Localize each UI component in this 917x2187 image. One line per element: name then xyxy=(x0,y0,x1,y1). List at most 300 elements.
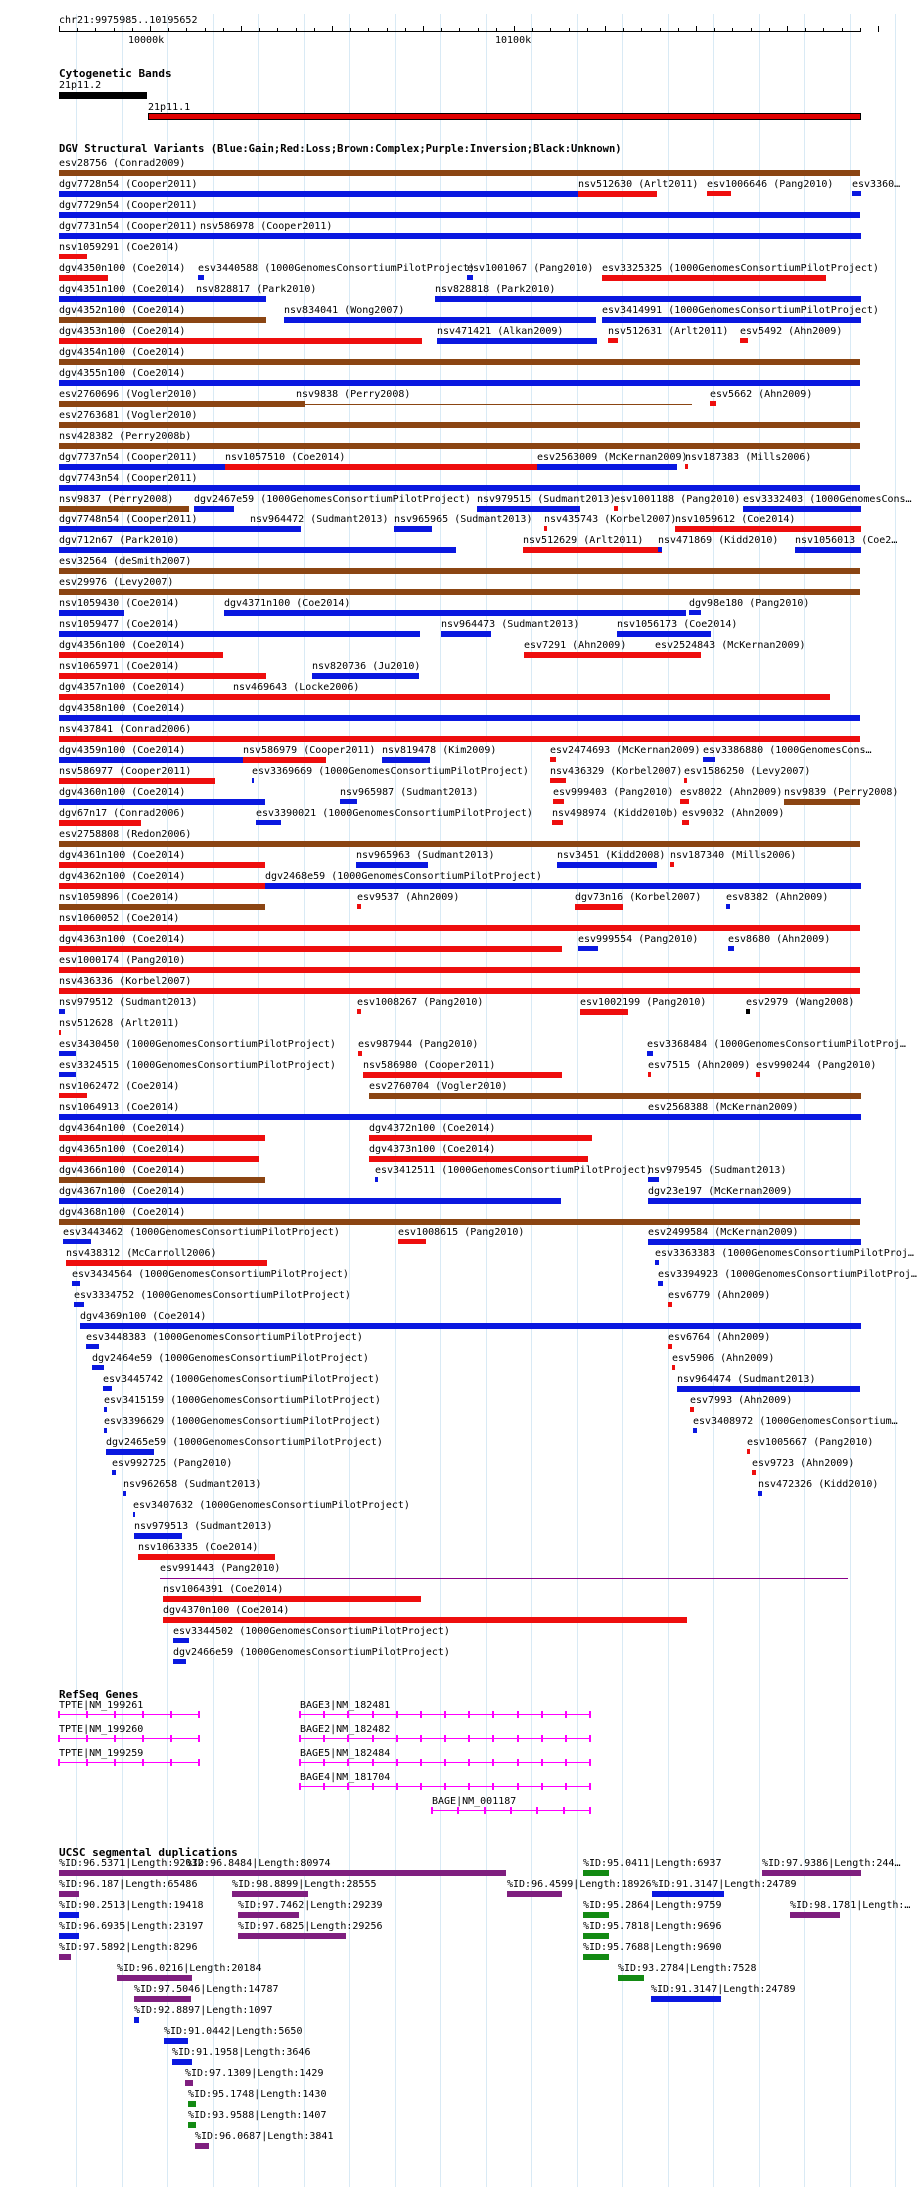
dgv-feature[interactable] xyxy=(59,946,562,952)
gene-exon xyxy=(563,1807,565,1814)
dgv-feature[interactable] xyxy=(670,862,674,867)
dgv-feature[interactable] xyxy=(746,1009,750,1014)
gene-exon xyxy=(198,1711,200,1718)
dgv-feature[interactable] xyxy=(752,1470,756,1475)
dgv-feature-label: esv3334752 (1000GenomesConsortiumPilotProject) xyxy=(74,1290,351,1301)
dgv-feature[interactable] xyxy=(398,1239,426,1244)
dgv-feature[interactable] xyxy=(726,904,730,909)
dgv-feature-label: esv1005667 (Pang2010) xyxy=(747,1437,874,1448)
segdup-feature[interactable] xyxy=(134,1996,191,2002)
dgv-feature[interactable] xyxy=(134,1533,182,1539)
dgv-feature[interactable] xyxy=(580,1009,628,1015)
gridline xyxy=(759,14,760,2187)
dgv-feature[interactable] xyxy=(658,547,662,552)
segdup-label: %ID:96.4599|Length:18926 xyxy=(507,1879,652,1890)
dgv-feature[interactable] xyxy=(59,631,420,637)
dgv-feature[interactable] xyxy=(59,862,265,868)
dgv-feature[interactable] xyxy=(550,757,556,762)
ruler-tick xyxy=(95,28,96,31)
dgv-feature[interactable] xyxy=(59,380,860,386)
dgv-feature-label: nsv1056013 (Coe2… xyxy=(795,535,898,546)
dgv-feature-label: esv3414991 (1000GenomesConsortiumPilotProject) xyxy=(602,305,879,316)
ruler-tick xyxy=(205,28,206,31)
dgv-feature-label: nsv1060052 (Coe2014) xyxy=(59,913,180,924)
dgv-feature-label: esv5906 (Ahn2009) xyxy=(672,1353,775,1364)
gene-exon xyxy=(510,1807,512,1814)
gene-label: BAGE4|NM_181704 xyxy=(300,1772,391,1783)
segdup-label: %ID:95.1748|Length:1430 xyxy=(188,2089,327,2100)
segdup-feature[interactable] xyxy=(164,2038,188,2044)
dgv-feature-label: dgv4359n100 (Coe2014) xyxy=(59,745,186,756)
dgv-feature[interactable] xyxy=(655,652,662,657)
segdup-label: %ID:91.3147|Length:24789 xyxy=(652,1879,797,1890)
dgv-feature[interactable] xyxy=(59,715,860,721)
dgv-feature[interactable] xyxy=(680,799,689,804)
dgv-feature[interactable] xyxy=(92,1365,104,1370)
dgv-feature[interactable] xyxy=(59,485,860,491)
segdup-feature[interactable] xyxy=(790,1912,840,1918)
dgv-feature[interactable] xyxy=(59,778,215,784)
dgv-feature-label: nsv469643 (Locke2006) xyxy=(233,682,360,693)
dgv-feature-label: esv8680 (Ahn2009) xyxy=(728,934,831,945)
track-title-dgv: DGV Structural Variants (Blue:Gain;Red:Loss;Brown:Complex;Purple:Inversion;Black:Unknown) xyxy=(59,143,622,155)
dgv-feature[interactable] xyxy=(59,547,456,553)
dgv-feature[interactable] xyxy=(795,547,861,553)
dgv-feature[interactable] xyxy=(59,191,578,197)
dgv-feature[interactable] xyxy=(59,212,860,218)
dgv-feature[interactable] xyxy=(296,404,692,405)
dgv-feature[interactable] xyxy=(707,191,731,196)
gene-exon xyxy=(517,1783,519,1790)
dgv-feature[interactable] xyxy=(740,338,748,343)
dgv-feature[interactable] xyxy=(59,568,860,574)
segdup-feature[interactable] xyxy=(59,1933,79,1939)
dgv-feature[interactable] xyxy=(668,1344,672,1349)
dgv-feature[interactable] xyxy=(675,526,861,532)
dgv-feature[interactable] xyxy=(710,401,716,406)
ruler-tick xyxy=(168,28,169,31)
segdup-feature[interactable] xyxy=(232,1891,308,1897)
dgv-feature[interactable] xyxy=(59,1177,265,1183)
segdup-feature[interactable] xyxy=(172,2059,192,2065)
dgv-feature-label: dgv7731n54 (Cooper2011) xyxy=(59,221,198,232)
dgv-feature[interactable] xyxy=(668,1302,672,1307)
dgv-feature[interactable] xyxy=(104,1428,107,1433)
dgv-feature-label: nsv979512 (Sudmant2013) xyxy=(59,997,198,1008)
dgv-feature[interactable] xyxy=(59,296,266,302)
gene-exon xyxy=(299,1759,301,1766)
dgv-feature-label: esv3415159 (1000GenomesConsortiumPilotProject) xyxy=(104,1395,381,1406)
segdup-feature[interactable] xyxy=(117,1975,192,1981)
dgv-feature-label: dgv4352n100 (Coe2014) xyxy=(59,305,186,316)
dgv-feature[interactable] xyxy=(233,694,830,700)
dgv-feature-label: esv3363383 (1000GenomesConsortiumPilotProj… xyxy=(655,1248,914,1259)
cytoband-21p11.1[interactable] xyxy=(148,113,861,120)
dgv-feature[interactable] xyxy=(133,1512,135,1517)
segdup-feature[interactable] xyxy=(59,1870,186,1876)
dgv-feature[interactable] xyxy=(608,338,618,343)
dgv-feature[interactable] xyxy=(59,799,265,805)
dgv-feature[interactable] xyxy=(369,1135,592,1141)
dgv-feature[interactable] xyxy=(658,1281,663,1286)
segdup-feature[interactable] xyxy=(238,1933,346,1939)
segdup-feature[interactable] xyxy=(652,1891,724,1897)
dgv-feature-label: esv3369669 (1000GenomesConsortiumPilotProject) xyxy=(252,766,529,777)
dgv-feature[interactable] xyxy=(138,1554,275,1560)
gene-exon xyxy=(299,1735,301,1742)
ruler-tick xyxy=(660,28,661,31)
dgv-feature[interactable] xyxy=(358,1051,362,1056)
segdup-label: %ID:96.0687|Length:3841 xyxy=(195,2131,334,2142)
ruler-tick xyxy=(223,28,224,31)
ruler-tick xyxy=(678,28,679,31)
dgv-feature[interactable] xyxy=(357,904,361,909)
dgv-feature-label: esv2760704 (Vogler2010) xyxy=(369,1081,508,1092)
dgv-feature[interactable] xyxy=(59,526,260,532)
dgv-feature-label: nsv435743 (Korbel2007) xyxy=(544,514,677,525)
dgv-feature[interactable] xyxy=(544,526,547,531)
dgv-feature[interactable] xyxy=(59,254,87,259)
dgv-feature[interactable] xyxy=(80,1323,861,1329)
dgv-feature[interactable] xyxy=(194,506,234,512)
gene-exon xyxy=(142,1759,144,1766)
ruler-tick xyxy=(132,28,133,31)
ruler-tick xyxy=(405,28,406,31)
gene-exon xyxy=(468,1735,470,1742)
dgv-feature[interactable] xyxy=(243,757,326,763)
dgv-feature[interactable] xyxy=(59,338,422,344)
segdup-feature[interactable] xyxy=(59,1954,71,1960)
dgv-feature[interactable] xyxy=(59,904,265,910)
dgv-feature[interactable] xyxy=(435,296,861,302)
gene-exon xyxy=(589,1759,591,1766)
dgv-feature-label: dgv4372n100 (Coe2014) xyxy=(369,1123,496,1134)
cytoband-label: 21p11.2 xyxy=(59,80,102,91)
dgv-feature-label: nsv3451 (Kidd2008) xyxy=(557,850,666,861)
dgv-feature-label: dgv4350n100 (Coe2014) xyxy=(59,263,186,274)
dgv-feature[interactable] xyxy=(59,1072,76,1077)
gene-exon xyxy=(347,1783,349,1790)
dgv-feature[interactable] xyxy=(523,547,662,553)
dgv-feature[interactable] xyxy=(550,778,566,783)
segdup-feature[interactable] xyxy=(188,2122,196,2128)
dgv-feature[interactable] xyxy=(477,506,580,512)
gene-exon xyxy=(198,1759,200,1766)
dgv-feature[interactable] xyxy=(648,1114,861,1120)
dgv-feature[interactable] xyxy=(224,610,686,616)
dgv-feature[interactable] xyxy=(602,317,861,323)
dgv-feature[interactable] xyxy=(756,1072,760,1077)
dgv-feature[interactable] xyxy=(369,1156,588,1162)
dgv-feature[interactable] xyxy=(59,170,860,176)
gene-model[interactable] xyxy=(59,1738,199,1739)
dgv-feature[interactable] xyxy=(394,526,432,532)
gene-exon xyxy=(372,1735,374,1742)
dgv-feature[interactable] xyxy=(684,778,687,783)
gene-model[interactable] xyxy=(59,1762,199,1763)
gene-label: BAGE3|NM_182481 xyxy=(300,1700,391,1711)
dgv-feature-label: dgv4363n100 (Coe2014) xyxy=(59,934,186,945)
dgv-feature[interactable] xyxy=(59,988,860,994)
dgv-feature[interactable] xyxy=(59,401,305,407)
dgv-feature-label: dgv4367n100 (Coe2014) xyxy=(59,1186,186,1197)
dgv-feature[interactable] xyxy=(284,317,596,323)
dgv-feature[interactable] xyxy=(648,1198,861,1204)
dgv-feature[interactable] xyxy=(852,191,861,196)
dgv-feature-label: esv991443 (Pang2010) xyxy=(160,1563,281,1574)
segdup-label: %ID:93.2784|Length:7528 xyxy=(618,1963,757,1974)
dgv-feature[interactable] xyxy=(59,359,860,365)
gene-exon xyxy=(457,1807,459,1814)
cytoband-21p11.2[interactable] xyxy=(59,92,147,99)
dgv-feature-label: dgv7728n54 (Cooper2011) xyxy=(59,179,198,190)
segdup-feature[interactable] xyxy=(583,1954,609,1960)
dgv-feature[interactable] xyxy=(59,610,124,616)
dgv-feature[interactable] xyxy=(375,1177,378,1182)
dgv-feature[interactable] xyxy=(112,1470,116,1475)
dgv-feature[interactable] xyxy=(312,673,419,679)
dgv-feature-label: esv3440588 (1000GenomesConsortiumPilotProject) xyxy=(198,263,475,274)
dgv-feature[interactable] xyxy=(537,464,677,470)
ruler-tick xyxy=(332,26,333,32)
dgv-feature[interactable] xyxy=(59,757,270,763)
segdup-label: %ID:95.7818|Length:9696 xyxy=(583,1921,722,1932)
segdup-label: %ID:98.1781|Length:… xyxy=(790,1900,911,1911)
dgv-feature[interactable] xyxy=(647,1051,653,1056)
dgv-feature[interactable] xyxy=(59,1051,76,1056)
dgv-feature[interactable] xyxy=(703,757,715,762)
gene-model[interactable] xyxy=(59,1714,199,1715)
dgv-feature[interactable] xyxy=(602,275,826,281)
ruler-tick xyxy=(550,28,551,31)
dgv-feature[interactable] xyxy=(467,275,473,280)
dgv-feature-label: nsv436336 (Korbel2007) xyxy=(59,976,192,987)
ruler-tick xyxy=(587,28,588,31)
ruler-tick xyxy=(423,26,424,32)
dgv-feature[interactable] xyxy=(59,1093,87,1098)
dgv-feature[interactable] xyxy=(66,1260,267,1266)
dgv-feature-label: dgv2467e59 (1000GenomesConsortiumPilotProject) xyxy=(194,494,471,505)
dgv-feature[interactable] xyxy=(59,925,860,931)
gene-exon xyxy=(396,1783,398,1790)
segdup-feature[interactable] xyxy=(134,2017,139,2023)
segdup-label: %ID:97.7462|Length:29239 xyxy=(238,1900,383,1911)
dgv-feature[interactable] xyxy=(59,1219,860,1225)
dgv-feature[interactable] xyxy=(689,610,701,615)
dgv-feature[interactable] xyxy=(59,967,860,973)
dgv-feature[interactable] xyxy=(59,443,860,449)
gene-exon xyxy=(444,1759,446,1766)
dgv-feature[interactable] xyxy=(59,422,860,428)
ruler-tick xyxy=(751,28,752,31)
dgv-feature[interactable] xyxy=(200,233,861,239)
dgv-feature-label: nsv1059477 (Coe2014) xyxy=(59,619,180,630)
dgv-feature[interactable] xyxy=(106,1449,154,1455)
dgv-feature[interactable] xyxy=(173,1659,186,1664)
segdup-feature[interactable] xyxy=(583,1870,609,1876)
dgv-feature[interactable] xyxy=(59,883,265,889)
dgv-feature-label: esv6764 (Ahn2009) xyxy=(668,1332,771,1343)
dgv-feature-label: dgv4362n100 (Coe2014) xyxy=(59,871,186,882)
dgv-feature[interactable] xyxy=(103,1386,112,1391)
dgv-feature[interactable] xyxy=(59,820,141,826)
dgv-feature[interactable] xyxy=(72,1281,80,1286)
dgv-feature[interactable] xyxy=(693,1428,697,1433)
gene-exon xyxy=(170,1759,172,1766)
dgv-feature[interactable] xyxy=(59,841,860,847)
gene-exon xyxy=(372,1759,374,1766)
dgv-feature[interactable] xyxy=(123,1491,126,1496)
dgv-feature[interactable] xyxy=(86,1344,99,1349)
dgv-feature[interactable] xyxy=(198,275,204,280)
gene-exon xyxy=(517,1711,519,1718)
segdup-feature[interactable] xyxy=(762,1870,861,1876)
ruler-tick xyxy=(532,28,533,31)
ruler-tick xyxy=(805,28,806,31)
dgv-feature[interactable] xyxy=(575,904,623,910)
segdup-feature[interactable] xyxy=(583,1933,609,1939)
dgv-feature[interactable] xyxy=(250,526,301,532)
dgv-feature[interactable] xyxy=(685,464,688,469)
dgv-feature[interactable] xyxy=(225,464,537,470)
ruler-tick xyxy=(787,26,788,32)
dgv-feature[interactable] xyxy=(357,1009,361,1014)
ruler-tick xyxy=(314,28,315,31)
dgv-feature-label: dgv4360n100 (Coe2014) xyxy=(59,787,186,798)
ruler-tick xyxy=(259,28,260,31)
segdup-label: %ID:97.5046|Length:14787 xyxy=(134,1984,279,1995)
dgv-feature[interactable] xyxy=(59,1030,61,1035)
dgv-feature-label: nsv472326 (Kidd2010) xyxy=(758,1479,879,1490)
segdup-feature[interactable] xyxy=(186,1870,506,1876)
dgv-feature-label: esv3332403 (1000GenomesCons… xyxy=(743,494,912,505)
dgv-feature-label: esv29976 (Levy2007) xyxy=(59,577,174,588)
dgv-feature[interactable] xyxy=(648,1239,861,1245)
dgv-feature-label: nsv9839 (Perry2008) xyxy=(784,787,899,798)
dgv-feature[interactable] xyxy=(743,506,861,512)
dgv-feature[interactable] xyxy=(173,1638,189,1643)
dgv-feature-label: nsv1064391 (Coe2014) xyxy=(163,1584,284,1595)
dgv-feature[interactable] xyxy=(160,1578,848,1579)
dgv-feature-label: esv987944 (Pang2010) xyxy=(358,1039,479,1050)
dgv-feature[interactable] xyxy=(74,1302,84,1307)
dgv-feature[interactable] xyxy=(59,1198,561,1204)
ruler-tick xyxy=(114,28,115,31)
dgv-feature[interactable] xyxy=(758,1491,762,1496)
dgv-feature[interactable] xyxy=(59,275,108,281)
dgv-feature-label: esv2760696 (Vogler2010) xyxy=(59,389,198,400)
gene-exon xyxy=(396,1735,398,1742)
dgv-feature[interactable] xyxy=(553,799,564,804)
segdup-feature[interactable] xyxy=(507,1891,562,1897)
segdup-feature[interactable] xyxy=(59,1891,79,1897)
dgv-feature[interactable] xyxy=(677,1386,860,1392)
dgv-feature-label: esv3443462 (1000GenomesConsortiumPilotProject) xyxy=(63,1227,340,1238)
dgv-feature[interactable] xyxy=(163,1617,687,1623)
segdup-feature[interactable] xyxy=(59,1912,79,1918)
gene-exon xyxy=(198,1735,200,1742)
segdup-feature[interactable] xyxy=(195,2143,209,2149)
dgv-feature[interactable] xyxy=(256,820,281,825)
dgv-feature[interactable] xyxy=(104,1407,107,1412)
ruler-tick xyxy=(860,28,861,31)
segdup-feature[interactable] xyxy=(238,1912,299,1918)
dgv-feature[interactable] xyxy=(655,1260,659,1265)
dgv-feature[interactable] xyxy=(747,1449,750,1454)
dgv-feature[interactable] xyxy=(578,191,657,197)
dgv-feature[interactable] xyxy=(578,946,598,951)
dgv-feature-label: nsv512629 (Arlt2011) xyxy=(523,535,644,546)
dgv-feature[interactable] xyxy=(59,736,860,742)
segdup-label: %ID:91.0442|Length:5650 xyxy=(164,2026,303,2037)
dgv-feature-label: nsv1063335 (Coe2014) xyxy=(138,1542,259,1553)
dgv-feature-label: esv3434564 (1000GenomesConsortiumPilotProject) xyxy=(72,1269,349,1280)
dgv-feature-label: nsv979513 (Sudmant2013) xyxy=(134,1521,273,1532)
segdup-feature[interactable] xyxy=(583,1912,609,1918)
dgv-feature[interactable] xyxy=(356,862,428,868)
dgv-feature-label: nsv979515 (Sudmant2013) xyxy=(477,494,616,505)
dgv-feature[interactable] xyxy=(59,1156,259,1162)
gene-label: BAGE2|NM_182482 xyxy=(300,1724,391,1735)
dgv-feature[interactable] xyxy=(437,338,597,344)
dgv-feature[interactable] xyxy=(728,946,734,951)
dgv-feature[interactable] xyxy=(369,1093,861,1099)
dgv-feature[interactable] xyxy=(59,652,223,658)
gene-exon xyxy=(484,1807,486,1814)
segdup-feature[interactable] xyxy=(651,1996,721,2002)
dgv-feature[interactable] xyxy=(59,1009,65,1014)
dgv-feature[interactable] xyxy=(59,506,189,512)
dgv-feature[interactable] xyxy=(552,820,563,825)
dgv-feature[interactable] xyxy=(340,799,357,804)
segdup-label: %ID:91.3147|Length:24789 xyxy=(651,1984,796,1995)
dgv-feature-label: dgv7737n54 (Cooper2011) xyxy=(59,452,198,463)
ruler-tick xyxy=(77,28,78,31)
dgv-feature-label: nsv828818 (Park2010) xyxy=(435,284,556,295)
dgv-feature[interactable] xyxy=(784,799,860,805)
ruler-tick xyxy=(441,28,442,31)
gene-exon xyxy=(347,1711,349,1718)
dgv-feature[interactable] xyxy=(382,757,430,763)
dgv-feature[interactable] xyxy=(648,1072,651,1077)
dgv-feature[interactable] xyxy=(690,1407,694,1412)
dgv-feature[interactable] xyxy=(682,820,689,825)
dgv-feature[interactable] xyxy=(363,1072,562,1078)
dgv-feature[interactable] xyxy=(59,1135,265,1141)
dgv-feature[interactable] xyxy=(59,589,860,595)
dgv-feature[interactable] xyxy=(59,673,266,679)
dgv-feature[interactable] xyxy=(63,1239,91,1244)
segdup-feature[interactable] xyxy=(618,1975,644,1981)
dgv-feature[interactable] xyxy=(557,862,657,868)
gene-exon xyxy=(468,1783,470,1790)
segdup-feature[interactable] xyxy=(185,2080,193,2086)
dgv-feature[interactable] xyxy=(196,296,198,301)
dgv-feature[interactable] xyxy=(617,631,711,637)
dgv-feature[interactable] xyxy=(648,1177,659,1182)
dgv-feature[interactable] xyxy=(59,317,266,323)
dgv-feature[interactable] xyxy=(252,778,254,783)
segdup-feature[interactable] xyxy=(188,2101,196,2107)
dgv-feature[interactable] xyxy=(672,1365,675,1370)
dgv-feature[interactable] xyxy=(614,506,618,511)
ruler-tick xyxy=(623,28,624,31)
dgv-feature[interactable] xyxy=(163,1596,421,1602)
dgv-feature[interactable] xyxy=(441,631,491,637)
dgv-feature-label: nsv964474 (Sudmant2013) xyxy=(677,1374,816,1385)
dgv-feature[interactable] xyxy=(524,652,701,658)
dgv-feature[interactable] xyxy=(265,883,861,889)
